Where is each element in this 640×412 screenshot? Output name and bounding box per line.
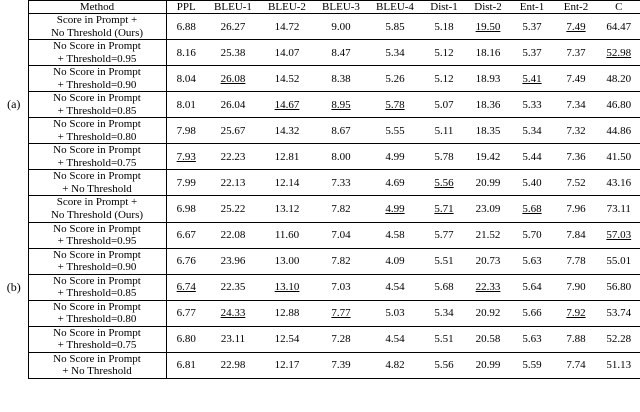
table-row — [0, 144, 640, 170]
cell-bleu-3: 8.00 — [314, 144, 368, 170]
cell-bleu-1: 22.13 — [206, 170, 260, 196]
cell-dist-2: 22.33 — [466, 274, 510, 300]
cell-dist-1: 5.12 — [422, 66, 466, 92]
method-cell — [28, 144, 166, 170]
cell-bleu-1: 26.27 — [206, 14, 260, 40]
cell-bleu-4: 4.82 — [368, 352, 422, 378]
cell-ppl: 7.99 — [166, 170, 206, 196]
method-line: No Score in Prompt — [53, 248, 141, 261]
method-line: No Score in Prompt — [53, 144, 141, 157]
cell-dist-1: 5.34 — [422, 300, 466, 326]
cell-dist-2: 21.52 — [466, 222, 510, 248]
cell-dist-1: 5.11 — [422, 118, 466, 144]
cell-ent-2: 7.90 — [554, 274, 598, 300]
cell-dist-1: 5.56 — [422, 170, 466, 196]
table-row — [0, 196, 640, 222]
group-label-spacer — [0, 66, 28, 92]
cell-dist-1: 5.51 — [422, 248, 466, 274]
cell-ppl: 6.98 — [166, 196, 206, 222]
cell-bleu-4: 5.55 — [368, 118, 422, 144]
cell-bleu-2: 12.88 — [260, 300, 314, 326]
cell-c: 52.28 — [598, 326, 640, 352]
cell-dist-1: 5.56 — [422, 352, 466, 378]
cell-ent-2: 7.74 — [554, 352, 598, 378]
method-line: + Threshold=0.75 — [57, 339, 137, 352]
cell-bleu-1: 25.38 — [206, 40, 260, 66]
cell-c: 56.80 — [598, 274, 640, 300]
method-line: No Score in Prompt — [53, 118, 141, 131]
method-cell — [28, 300, 166, 326]
cell-bleu-1: 22.08 — [206, 222, 260, 248]
method-line: No Threshold (Ours) — [50, 26, 144, 39]
column-header-dist-1: Dist-1 — [422, 1, 466, 14]
table-row — [0, 40, 640, 66]
method-cell — [28, 118, 166, 144]
cell-ent-2: 7.34 — [554, 92, 598, 118]
cell-ent-1: 5.37 — [510, 14, 554, 40]
cell-c: 53.74 — [598, 300, 640, 326]
cell-ent-1: 5.34 — [510, 118, 554, 144]
column-header-dist-2: Dist-2 — [466, 1, 510, 14]
cell-bleu-3: 7.04 — [314, 222, 368, 248]
method-line: + Threshold=0.80 — [57, 130, 137, 143]
cell-ppl: 7.98 — [166, 118, 206, 144]
cell-bleu-1: 25.67 — [206, 118, 260, 144]
cell-bleu-2: 12.81 — [260, 144, 314, 170]
cell-ent-2: 7.52 — [554, 170, 598, 196]
cell-ppl: 6.77 — [166, 300, 206, 326]
cell-ent-1: 5.63 — [510, 248, 554, 274]
cell-bleu-3: 8.67 — [314, 118, 368, 144]
group-label-spacer — [0, 144, 28, 170]
cell-ppl: 6.81 — [166, 352, 206, 378]
table-row — [0, 326, 640, 352]
method-line: No Score in Prompt — [53, 352, 141, 365]
method-line: No Score in Prompt — [53, 300, 141, 313]
cell-bleu-3: 7.77 — [314, 300, 368, 326]
method-line: No Score in Prompt — [53, 274, 141, 287]
method-line: Score in Prompt + — [56, 14, 138, 26]
cell-ppl: 6.80 — [166, 326, 206, 352]
cell-ppl: 7.93 — [166, 144, 206, 170]
cell-bleu-4: 4.69 — [368, 170, 422, 196]
cell-dist-2: 20.92 — [466, 300, 510, 326]
cell-c: 48.20 — [598, 66, 640, 92]
cell-ent-1: 5.59 — [510, 352, 554, 378]
cell-ent-2: 7.37 — [554, 40, 598, 66]
cell-bleu-1: 22.35 — [206, 274, 260, 300]
table-row — [0, 170, 640, 196]
cell-bleu-3: 7.33 — [314, 170, 368, 196]
cell-dist-1: 5.18 — [422, 14, 466, 40]
group-label-spacer — [0, 352, 28, 378]
cell-dist-2: 18.35 — [466, 118, 510, 144]
method-line: + Threshold=0.85 — [57, 104, 137, 117]
cell-bleu-4: 5.26 — [368, 66, 422, 92]
cell-ent-1: 5.68 — [510, 196, 554, 222]
cell-bleu-3: 7.03 — [314, 274, 368, 300]
cell-dist-1: 5.07 — [422, 92, 466, 118]
method-line: + No Threshold — [62, 182, 132, 195]
cell-c: 52.98 — [598, 40, 640, 66]
cell-bleu-4: 4.54 — [368, 326, 422, 352]
cell-ent-2: 7.36 — [554, 144, 598, 170]
method-cell — [28, 92, 166, 118]
cell-bleu-1: 22.23 — [206, 144, 260, 170]
method-cell — [28, 170, 166, 196]
cell-bleu-3: 7.82 — [314, 248, 368, 274]
cell-bleu-3: 9.00 — [314, 14, 368, 40]
cell-ppl: 6.74 — [166, 274, 206, 300]
group-label-spacer — [0, 222, 28, 248]
cell-c: 43.16 — [598, 170, 640, 196]
header-spacer — [0, 1, 28, 14]
cell-bleu-3: 7.39 — [314, 352, 368, 378]
cell-ent-1: 5.40 — [510, 170, 554, 196]
group-label-spacer — [0, 40, 28, 66]
cell-bleu-3: 7.82 — [314, 196, 368, 222]
cell-dist-2: 19.42 — [466, 144, 510, 170]
method-cell — [28, 222, 166, 248]
cell-c: 44.86 — [598, 118, 640, 144]
group-label-spacer — [0, 300, 28, 326]
cell-c: 41.50 — [598, 144, 640, 170]
cell-dist-2: 20.58 — [466, 326, 510, 352]
column-header-ent-1: Ent-1 — [510, 1, 554, 14]
table-row — [0, 92, 640, 118]
method-line: No Score in Prompt — [53, 66, 141, 79]
group-label-spacer — [0, 196, 28, 222]
cell-c: 57.03 — [598, 222, 640, 248]
method-line: No Score in Prompt — [53, 326, 141, 339]
method-cell — [28, 196, 166, 222]
cell-dist-1: 5.12 — [422, 40, 466, 66]
method-line: No Score in Prompt — [53, 92, 141, 105]
method-line: + Threshold=0.85 — [57, 287, 137, 300]
method-cell — [28, 66, 166, 92]
cell-bleu-2: 14.32 — [260, 118, 314, 144]
method-line: + Threshold=0.95 — [57, 52, 137, 65]
cell-bleu-1: 22.98 — [206, 352, 260, 378]
table-header-row — [0, 1, 640, 14]
cell-bleu-4: 4.99 — [368, 144, 422, 170]
method-line: + Threshold=0.95 — [57, 235, 137, 248]
cell-bleu-2: 14.67 — [260, 92, 314, 118]
cell-ppl: 8.16 — [166, 40, 206, 66]
cell-dist-1: 5.71 — [422, 196, 466, 222]
method-line: No Score in Prompt — [53, 222, 141, 235]
method-cell — [28, 40, 166, 66]
method-line: + Threshold=0.90 — [57, 261, 137, 274]
cell-bleu-4: 5.85 — [368, 14, 422, 40]
cell-c: 46.80 — [598, 92, 640, 118]
column-header-ent-2: Ent-2 — [554, 1, 598, 14]
cell-bleu-2: 12.14 — [260, 170, 314, 196]
table-body — [0, 1, 640, 379]
cell-dist-2: 23.09 — [466, 196, 510, 222]
cell-ent-2: 7.49 — [554, 14, 598, 40]
method-line: + No Threshold — [62, 365, 132, 378]
group-label-b: (b) — [6, 279, 21, 294]
method-cell — [28, 248, 166, 274]
column-header-method: Method — [28, 1, 166, 14]
group-label-a: (a) — [7, 97, 21, 112]
cell-dist-1: 5.78 — [422, 144, 466, 170]
cell-dist-1: 5.68 — [422, 274, 466, 300]
cell-ent-2: 7.49 — [554, 66, 598, 92]
table-row — [0, 274, 640, 300]
cell-bleu-2: 11.60 — [260, 222, 314, 248]
cell-ent-1: 5.37 — [510, 40, 554, 66]
method-line: + Threshold=0.90 — [57, 78, 137, 91]
method-cell — [28, 274, 166, 300]
cell-bleu-3: 8.38 — [314, 66, 368, 92]
cell-bleu-4: 4.58 — [368, 222, 422, 248]
table-row — [0, 352, 640, 378]
method-line: No Score in Prompt — [53, 40, 141, 53]
cell-dist-1: 5.51 — [422, 326, 466, 352]
group-label-spacer — [0, 118, 28, 144]
cell-ent-2: 7.88 — [554, 326, 598, 352]
cell-bleu-3: 8.47 — [314, 40, 368, 66]
cell-bleu-2: 14.07 — [260, 40, 314, 66]
cell-bleu-4: 4.09 — [368, 248, 422, 274]
cell-dist-1: 5.77 — [422, 222, 466, 248]
cell-dist-2: 18.93 — [466, 66, 510, 92]
method-cell — [28, 352, 166, 378]
column-header-ppl: PPL — [166, 1, 206, 14]
cell-bleu-1: 26.08 — [206, 66, 260, 92]
column-header-bleu-4: BLEU-4 — [368, 1, 422, 14]
cell-c: 51.13 — [598, 352, 640, 378]
group-label-spacer — [0, 248, 28, 274]
column-header-bleu-3: BLEU-3 — [314, 1, 368, 14]
method-cell — [28, 14, 166, 40]
table-row — [0, 248, 640, 274]
method-line: + Threshold=0.80 — [57, 313, 137, 326]
cell-bleu-4: 5.03 — [368, 300, 422, 326]
table-row — [0, 300, 640, 326]
cell-dist-2: 20.99 — [466, 352, 510, 378]
cell-ent-1: 5.64 — [510, 274, 554, 300]
cell-ent-2: 7.84 — [554, 222, 598, 248]
cell-bleu-3: 7.28 — [314, 326, 368, 352]
table-row — [0, 66, 640, 92]
method-line: Score in Prompt + — [56, 196, 138, 209]
cell-bleu-2: 13.00 — [260, 248, 314, 274]
cell-bleu-2: 14.72 — [260, 14, 314, 40]
cell-ent-1: 5.63 — [510, 326, 554, 352]
method-line: No Score in Prompt — [53, 170, 141, 183]
cell-ppl: 8.01 — [166, 92, 206, 118]
cell-ent-2: 7.92 — [554, 300, 598, 326]
cell-bleu-1: 26.04 — [206, 92, 260, 118]
cell-dist-2: 20.73 — [466, 248, 510, 274]
cell-dist-2: 18.16 — [466, 40, 510, 66]
cell-bleu-4: 5.34 — [368, 40, 422, 66]
cell-ent-2: 7.78 — [554, 248, 598, 274]
cell-bleu-3: 8.95 — [314, 92, 368, 118]
cell-dist-2: 19.50 — [466, 14, 510, 40]
column-header-c: C — [598, 1, 640, 14]
cell-ent-1: 5.33 — [510, 92, 554, 118]
cell-bleu-1: 23.11 — [206, 326, 260, 352]
cell-bleu-2: 12.54 — [260, 326, 314, 352]
cell-ent-1: 5.66 — [510, 300, 554, 326]
cell-dist-2: 18.36 — [466, 92, 510, 118]
cell-bleu-2: 13.10 — [260, 274, 314, 300]
cell-ent-1: 5.44 — [510, 144, 554, 170]
cell-ppl: 6.88 — [166, 14, 206, 40]
cell-bleu-1: 25.22 — [206, 196, 260, 222]
cell-ppl: 6.76 — [166, 248, 206, 274]
cell-ppl: 6.67 — [166, 222, 206, 248]
cell-bleu-2: 12.17 — [260, 352, 314, 378]
group-label-spacer — [0, 326, 28, 352]
cell-ent-2: 7.96 — [554, 196, 598, 222]
column-header-bleu-2: BLEU-2 — [260, 1, 314, 14]
cell-c: 64.47 — [598, 14, 640, 40]
method-cell — [28, 326, 166, 352]
table-row — [0, 222, 640, 248]
cell-bleu-1: 23.96 — [206, 248, 260, 274]
cell-ent-1: 5.41 — [510, 66, 554, 92]
cell-bleu-4: 5.78 — [368, 92, 422, 118]
cell-bleu-2: 13.12 — [260, 196, 314, 222]
cell-bleu-4: 4.54 — [368, 274, 422, 300]
cell-ent-1: 5.70 — [510, 222, 554, 248]
cell-bleu-2: 14.52 — [260, 66, 314, 92]
cell-c: 73.11 — [598, 196, 640, 222]
method-line: No Threshold (Ours) — [50, 208, 144, 221]
cell-bleu-1: 24.33 — [206, 300, 260, 326]
cell-ent-2: 7.32 — [554, 118, 598, 144]
group-label-spacer — [0, 170, 28, 196]
cell-c: 55.01 — [598, 248, 640, 274]
table-row — [0, 14, 640, 40]
column-header-bleu-1: BLEU-1 — [206, 1, 260, 14]
cell-bleu-4: 4.99 — [368, 196, 422, 222]
group-label-spacer — [0, 14, 28, 40]
cell-dist-2: 20.99 — [466, 170, 510, 196]
cell-ppl: 8.04 — [166, 66, 206, 92]
table-row — [0, 118, 640, 144]
method-line: + Threshold=0.75 — [57, 156, 137, 169]
